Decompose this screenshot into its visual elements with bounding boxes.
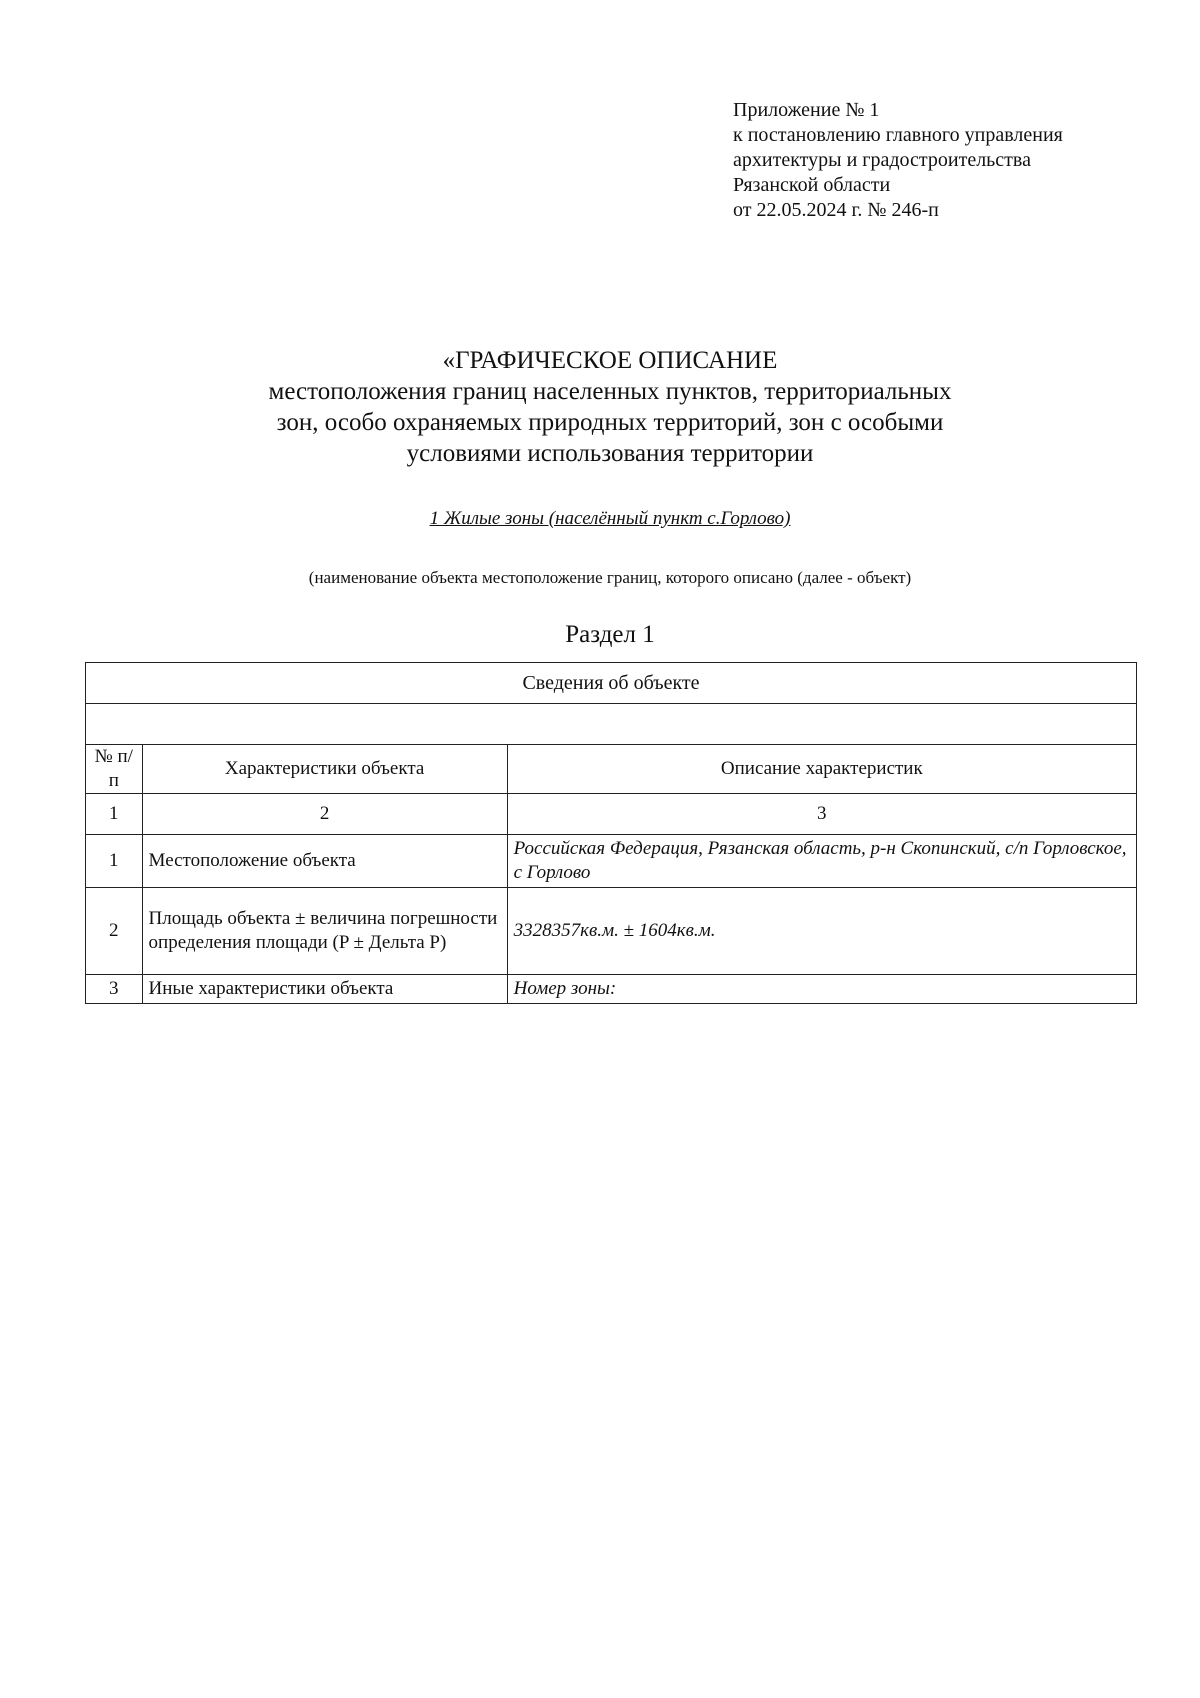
header-cell-description: Описание характеристик (507, 745, 1136, 794)
annex-line: архитектуры и градостроительства (733, 149, 1031, 171)
document-title (100, 345, 1120, 469)
annex-line: от 22.05.2024 г. № 246-п (733, 199, 939, 221)
table-row (86, 975, 1137, 1004)
object-info-table (85, 662, 1137, 1004)
row-description: Номер зоны: (507, 975, 1136, 1004)
title-line: зон, особо охраняемых природных территорий, зон с особыми (276, 409, 944, 436)
table-header-row (86, 745, 1137, 794)
object-name: 1 Жилые зоны (населённый пункт с.Горлово) (429, 508, 791, 529)
title-line: местоположения границ населенных пунктов, территориальных (268, 378, 952, 405)
row-description: Российская Федерация, Рязанская область, р-н Скопинский, с/п Горловское, с Горлово (507, 835, 1136, 888)
row-number: 1 (86, 835, 143, 888)
table-caption: Сведения об объекте (86, 663, 1137, 704)
annex-line: Рязанской области (733, 174, 891, 196)
row-number: 3 (86, 975, 143, 1004)
column-number-row (86, 794, 1137, 835)
table-blank-row (86, 704, 1137, 745)
table-caption-row (86, 663, 1137, 704)
title-line: «ГРАФИЧЕСКОЕ ОПИСАНИЕ (442, 347, 778, 374)
column-number-cell: 1 (86, 794, 143, 835)
column-number-cell: 3 (507, 794, 1136, 835)
header-cell-number: № п/п (86, 745, 143, 794)
row-description: 3328357кв.м. ± 1604кв.м. (507, 888, 1136, 975)
object-name-hint: (наименование объекта местоположение границ, которого описано (далее - объект) (308, 568, 912, 587)
table-row (86, 835, 1137, 888)
annex-line: Приложение № 1 (733, 99, 880, 121)
table-row (86, 888, 1137, 975)
section-title: Раздел 1 (565, 621, 655, 648)
title-line: условиями использования территории (406, 440, 814, 467)
row-characteristic: Площадь объекта ± величина погрешности определения площади (P ± Дельта P) (142, 888, 507, 975)
row-number: 2 (86, 888, 143, 975)
header-cell-characteristic: Характеристики объекта (142, 745, 507, 794)
annex-line: к постановлению главного управления (733, 124, 1063, 146)
column-number-cell: 2 (142, 794, 507, 835)
row-characteristic: Местоположение объекта (142, 835, 507, 888)
annex-block (733, 98, 1063, 223)
blank-cell (86, 704, 1137, 745)
row-characteristic: Иные характеристики объекта (142, 975, 507, 1004)
